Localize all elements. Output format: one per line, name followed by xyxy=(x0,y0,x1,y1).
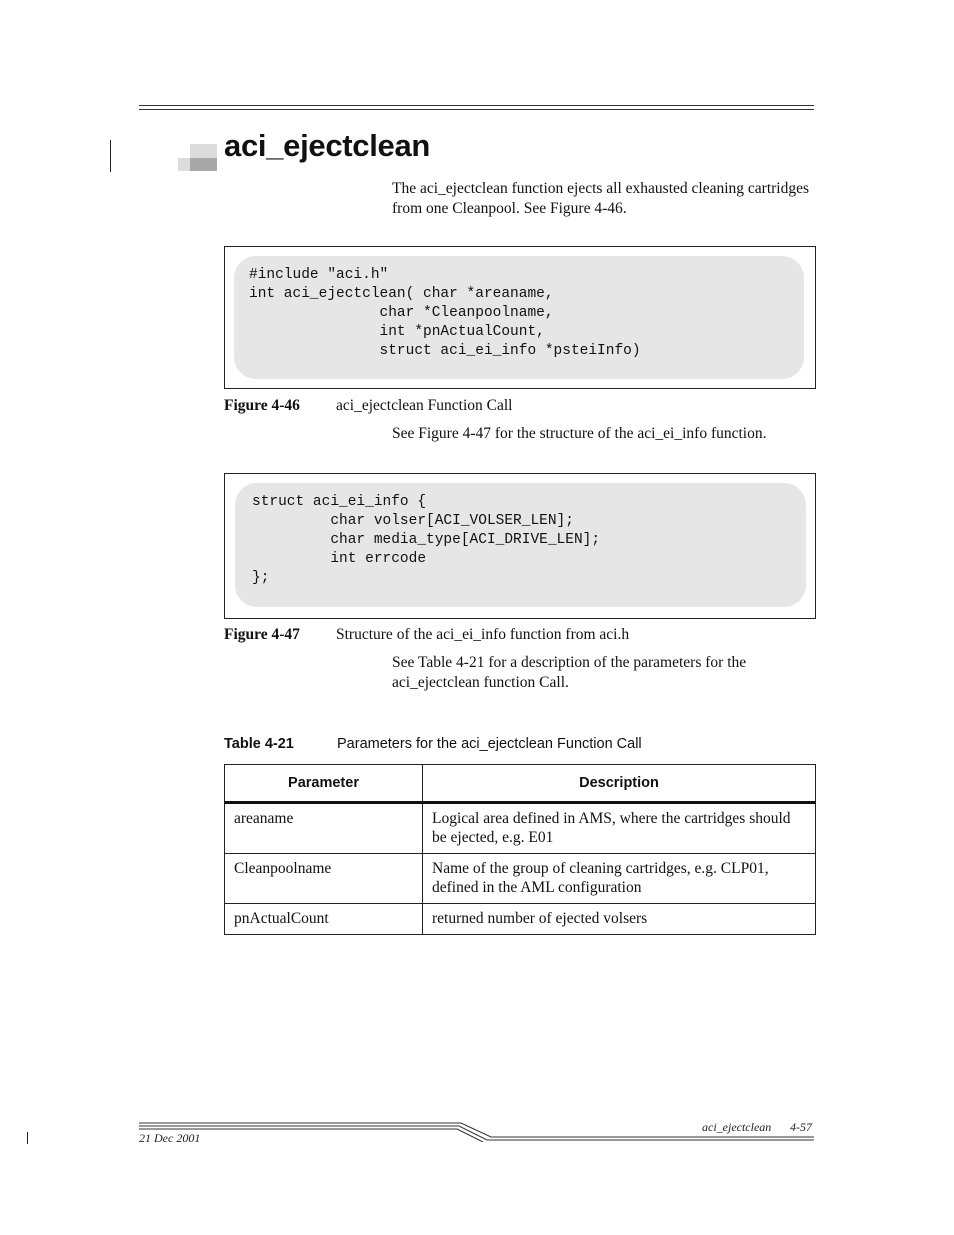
change-bar xyxy=(110,140,111,172)
paragraph-figure-ref: See Figure 4-47 for the structure of the aci_ei_info function. xyxy=(392,425,767,442)
parameters-table xyxy=(224,764,816,935)
footer-rule xyxy=(139,1120,815,1142)
parameter-cell: Cleanpoolname xyxy=(225,854,423,904)
figure-number: Figure 4-47 xyxy=(224,626,300,643)
table-number: Table 4-21 xyxy=(224,736,294,752)
footer-date: 21 Dec 2001 xyxy=(139,1131,201,1145)
figure-4-47-box xyxy=(224,473,816,619)
code-block xyxy=(235,483,806,607)
code-function-call: #include "aci.h" int aci_ejectclean( char *areaname, char *Cleanpoolname, int *pnActualCount, struct aci_ei_info *psteiInfo) xyxy=(249,267,641,359)
table-row xyxy=(225,904,816,935)
table-header-row xyxy=(225,765,816,803)
footer-change-bar xyxy=(27,1132,28,1144)
table-caption-text: Parameters for the aci_ejectclean Function Call xyxy=(337,736,642,752)
description-cell: Name of the group of cleaning cartridges, e.g. CLP01, defined in the AML configuration xyxy=(423,854,816,904)
header-rule-top xyxy=(139,105,814,106)
column-header-parameter: Parameter xyxy=(225,765,423,803)
parameter-cell: areaname xyxy=(225,803,423,854)
figure-caption-text: aci_ejectclean Function Call xyxy=(336,397,513,414)
column-header-description: Description xyxy=(423,765,816,803)
table-row xyxy=(225,854,816,904)
description-cell: returned number of ejected volsers xyxy=(423,904,816,935)
figure-caption-text: Structure of the aci_ei_info function from aci.h xyxy=(336,626,630,643)
header-rule-bottom xyxy=(139,109,814,110)
parameter-cell: pnActualCount xyxy=(225,904,423,935)
heading-marker-icon xyxy=(178,144,218,172)
code-struct: struct aci_ei_info { char volser[ACI_VOLSER_LEN]; char media_type[ACI_DRIVE_LEN]; int errcode }; xyxy=(252,494,601,586)
paragraph-table-ref: See Table 4-21 for a description of the parameters for the aci_ejectclean function Call. xyxy=(392,654,747,691)
footer-page-number: 4-57 xyxy=(790,1120,812,1134)
figure-number: Figure 4-46 xyxy=(224,397,300,414)
page-title: aci_ejectclean xyxy=(224,128,431,163)
description-cell: Logical area defined in AMS, where the cartridges should be ejected, e.g. E01 xyxy=(423,803,816,854)
footer-section-name: aci_ejectclean xyxy=(702,1120,772,1134)
table-row xyxy=(225,803,816,854)
intro-paragraph: The aci_ejectclean function ejects all exhausted cleaning cartridges from one Cleanpool. See Figure 4-46. xyxy=(392,180,810,217)
code-block xyxy=(234,256,804,379)
figure-4-46-box xyxy=(224,246,816,389)
